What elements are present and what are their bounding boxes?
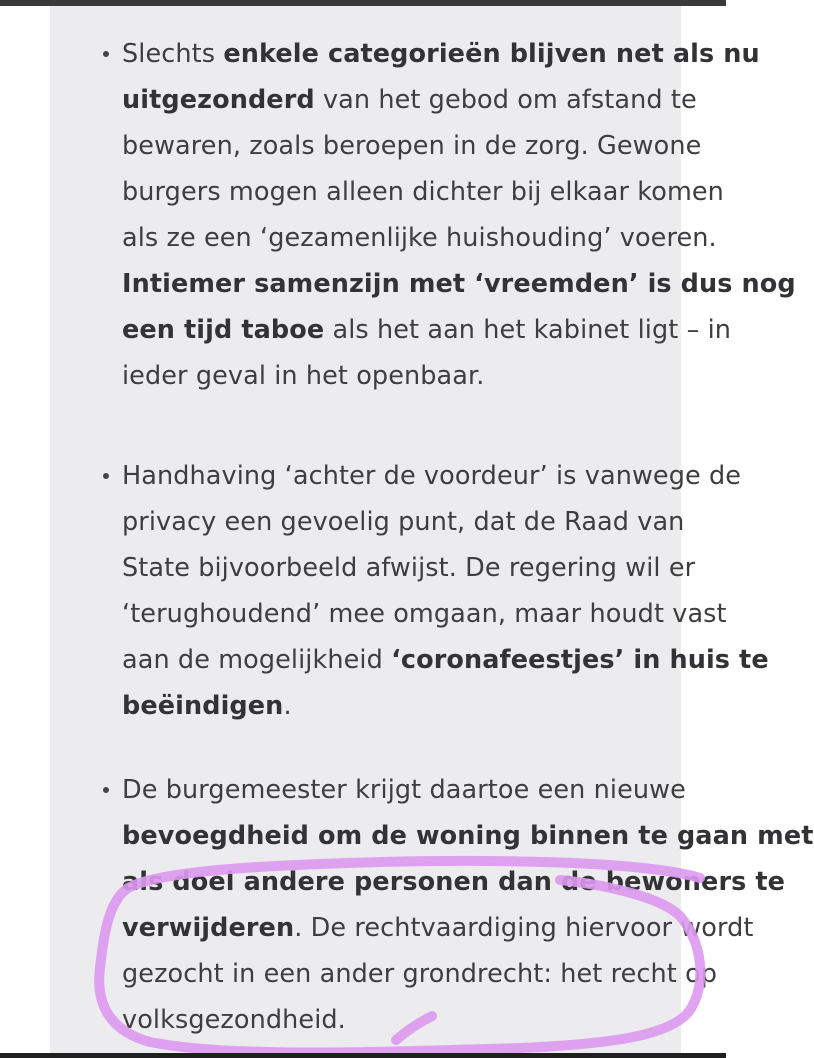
line [122, 169, 722, 215]
text-run: De burgemeester krijgt daartoe een nieuwe [122, 775, 686, 805]
line [122, 905, 754, 951]
bold-text-run: verwijderen [122, 913, 295, 943]
text-run: ieder geval in het openbaar. [122, 361, 485, 391]
bold-text-run: enkele categorieën blijven net als nu [223, 39, 760, 69]
text-run: privacy een gevoelig punt, dat de Raad van [122, 507, 685, 537]
line [122, 31, 760, 77]
text-run: bewaren, zoals beroepen in de zorg. Gewone [122, 131, 702, 161]
bold-text-run: Intiemer samenzijn met ‘vreemden’ is dus nog [122, 269, 796, 299]
text-run: volksgezondheid. [122, 1005, 346, 1035]
line [122, 499, 722, 545]
line [122, 215, 722, 261]
text-run: . De rechtvaardiging hiervoor wordt [294, 913, 754, 943]
bold-text-run: bevoegdheid om de woning binnen te gaan met [122, 821, 814, 851]
text-run: als het aan het kabinet ligt – in [324, 315, 732, 345]
text-run: als ze een ‘gezamenlijke huishouding’ voeren. [122, 223, 717, 253]
line [122, 767, 722, 813]
text-run: gezocht in een ander grondrecht: het recht op [122, 959, 718, 989]
bullet-item-1 [122, 31, 796, 399]
line [122, 545, 722, 591]
bold-text-run: als doel andere personen dan de bewoners te [122, 867, 786, 897]
text-run: ‘terughoudend’ mee omgaan, maar houdt vast [122, 599, 727, 629]
text-run: van het gebod om afstand te [314, 85, 697, 115]
bullet-item-3 [122, 767, 814, 1043]
text-run: Handhaving ‘achter de voordeur’ is vanwege de [122, 461, 742, 491]
text-run: State bijvoorbeeld afwijst. De regering wil er [122, 553, 696, 583]
bullet-dot [103, 473, 109, 479]
line [122, 261, 796, 307]
line [122, 123, 722, 169]
text-run: . [283, 691, 292, 721]
text-run: Slechts [122, 39, 224, 69]
line [122, 353, 722, 399]
line [122, 591, 727, 637]
bullet-dot [103, 51, 109, 57]
text-run: aan de mogelijkheid [122, 645, 392, 675]
line [122, 307, 732, 353]
line [122, 453, 742, 499]
line [122, 951, 722, 997]
bullet-item-2 [122, 453, 769, 729]
bold-text-run: ‘coronafeestjes’ in huis te [391, 645, 769, 675]
text-run: burgers mogen alleen dichter bij elkaar komen [122, 177, 724, 207]
line [122, 683, 722, 729]
bottom-edge-bar [0, 1053, 726, 1058]
bold-text-run: uitgezonderd [122, 85, 315, 115]
line [122, 813, 814, 859]
bold-text-run: beëindigen [122, 691, 284, 721]
bold-text-run: een tijd taboe [122, 315, 325, 345]
line [122, 77, 722, 123]
line [122, 997, 722, 1043]
line [122, 637, 769, 683]
bullet-dot [103, 787, 109, 793]
line [122, 859, 786, 905]
